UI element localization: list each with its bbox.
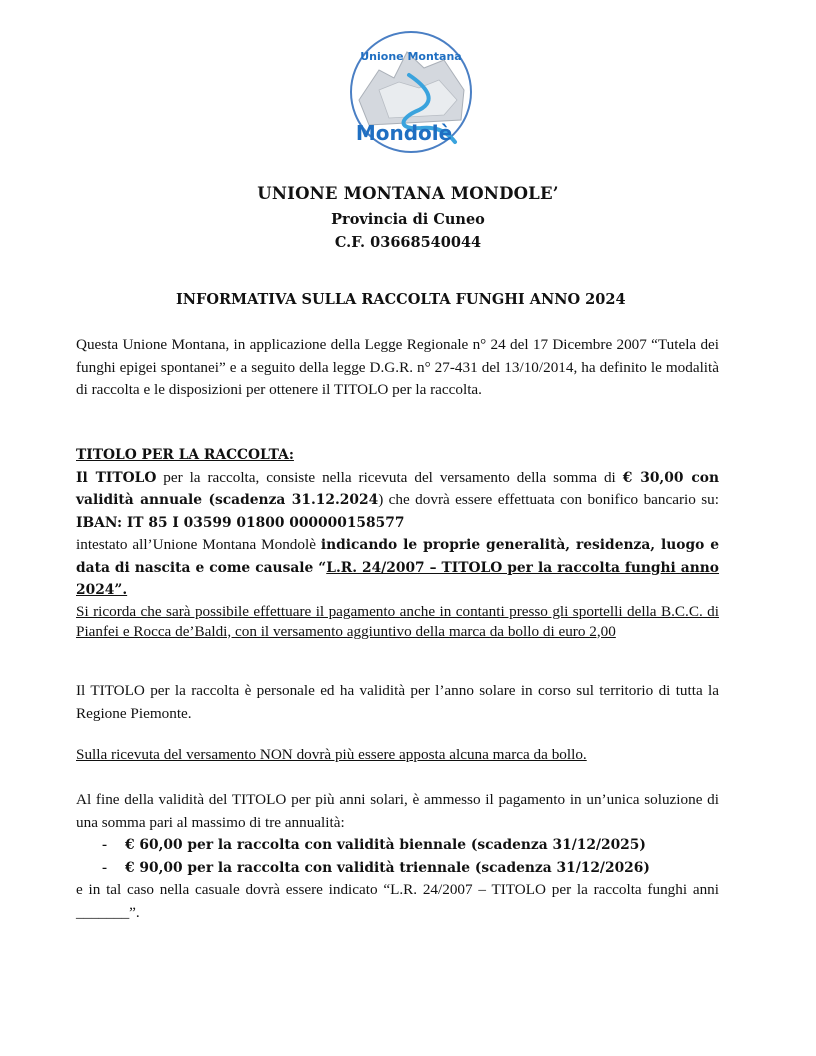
logo-bottom-text: Mondolè — [355, 121, 453, 145]
option-text: € 90,00 per la raccolta con validità triennale (scadenza 31/12/2026) — [125, 859, 650, 876]
multi-year-closing: e in tal caso nella casuale dovrà essere indicato “L.R. 24/2007 – TITOLO per la raccolta funghi anni _______”. — [76, 881, 719, 921]
multi-year-block — [76, 789, 719, 924]
intro-paragraph — [76, 334, 719, 402]
titolo-text-3: intestato all’Unione Montana Mondolè — [76, 536, 321, 553]
org-name: UNIONE MONTANA MONDOLE’ — [257, 184, 559, 203]
personal-note-block — [76, 680, 719, 725]
option-item — [102, 857, 719, 880]
document-title: INFORMATIVA SULLA RACCOLTA FUNGHI ANNO 2024 — [176, 291, 626, 308]
logo-unione-montana-mondole — [349, 30, 473, 154]
logo-top-text: Unione Montana — [360, 50, 462, 63]
logo-emblem — [349, 30, 473, 154]
multi-year-options — [76, 834, 719, 879]
cash-payment-note: Si ricorda che sarà possibile effettuare il pagamento anche in contanti presso gli sportelli della B.C.C. di Pianfei e Rocca de’Baldi, con il versamento aggiuntivo della marca da bollo di euro 2,00 — [76, 602, 719, 640]
titolo-amount: € 30,00 con validità annuale (scadenza 31.12.2024 — [76, 469, 719, 508]
titolo-bold-start: Il TITOLO — [76, 469, 157, 486]
personal-note: Il TITOLO per la raccolta è personale ed ha validità per l’anno solare in corso sul territorio di tutta la Regione Piemonte. — [76, 682, 719, 722]
titolo-causale: L.R. 24/2007 – TITOLO per la raccolta funghi anno 2024”. — [76, 559, 720, 598]
titolo-text-1: per la raccolta, consiste nella ricevuta del versamento della somma di — [156, 468, 623, 486]
section-heading: TITOLO PER LA RACCOLTA: — [76, 447, 294, 463]
option-item — [102, 834, 719, 857]
titolo-paragraph — [76, 467, 719, 602]
tax-code: C.F. 03668540044 — [334, 234, 482, 251]
province: Provincia di Cuneo — [331, 211, 485, 228]
iban: IBAN: IT 85 I 03599 01800 000000158577 — [76, 514, 405, 531]
dash-bullet-icon: - — [102, 836, 108, 853]
option-text: € 60,00 per la raccolta con validità biennale (scadenza 31/12/2025) — [125, 837, 646, 853]
no-stamp-block — [76, 744, 719, 767]
titolo-section — [76, 444, 719, 642]
multi-year-intro: Al fine della validità del TITOLO per più anni solari, è ammesso il pagamento in un’unica soluzione di una somma pari al massimo di tre annualità: — [76, 791, 719, 831]
titolo-instructions: indicando le proprie generalità, residenza, luogo e data di nascita e come causale “ — [76, 537, 720, 576]
intro-text: Questa Unione Montana, in applicazione della Legge Regionale n° 24 del 17 Dicembre 2007 “Tutela dei funghi epigei spontanei” e a seguito della legge D.G.R. n° 27-431 del 13/10/2014, ha definito le modalità di raccolta e le disposizioni per ottenere il TITOLO per la raccolta. — [76, 336, 719, 398]
no-stamp-note: Sulla ricevuta del versamento NON dovrà più essere apposta alcuna marca da bollo. — [76, 746, 587, 763]
titolo-text-2: ) che dovrà essere effettuata con bonifico bancario su: — [378, 491, 719, 508]
dash-bullet-icon: - — [102, 858, 108, 876]
